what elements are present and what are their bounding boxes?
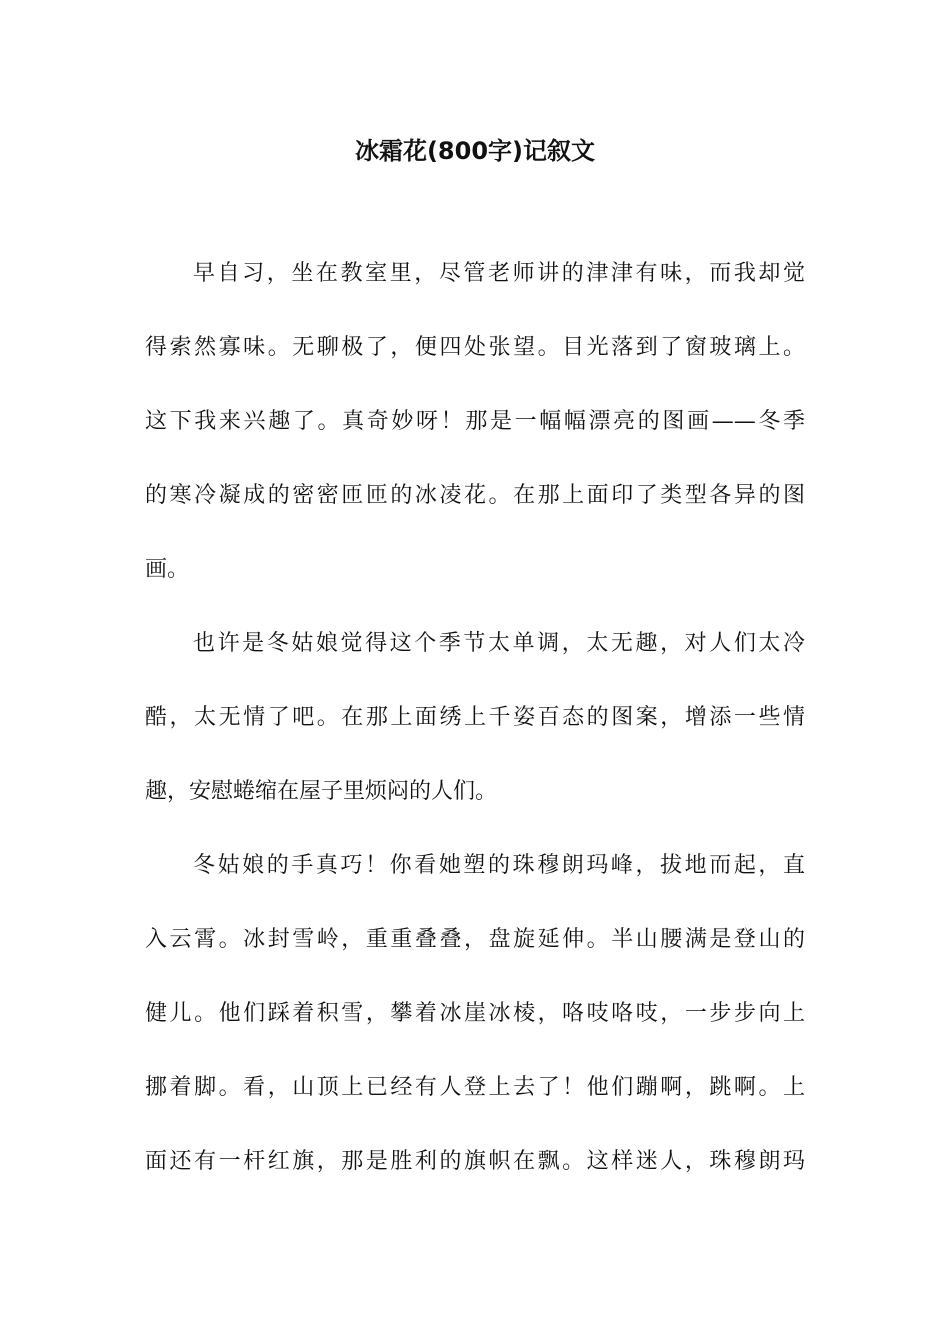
- text-line: 趣，安慰蜷缩在屋子里烦闷的人们。: [145, 779, 498, 804]
- text-line: 健儿。他们踩着积雪，攀着冰崖冰棱，咯吱咯吱，一步步向上: [145, 1001, 805, 1026]
- text-line: 冬姑娘的手真巧！你看她塑的珠穆朗玛峰，拔地而起，直: [193, 853, 805, 878]
- text-line: 酷，太无情了吧。在那上面绣上千姿百态的图案，增添一些情: [145, 705, 805, 730]
- text-line: 的寒冷凝成的密密匝匝的冰凌花。在那上面印了类型各异的图: [145, 483, 805, 508]
- paragraph-1: [145, 256, 805, 626]
- text-line: 面还有一杆红旗，那是胜利的旗帜在飘。这样迷人，珠穆朗玛: [145, 1149, 805, 1174]
- text-line: 挪着脚。看，山顶上已经有人登上去了！他们蹦啊，跳啊。上: [145, 1075, 805, 1100]
- text-line: 也许是冬姑娘觉得这个季节太单调，太无趣，对人们太冷: [193, 631, 805, 656]
- text-line: 早自习，坐在教室里，尽管老师讲的津津有味，而我却觉: [193, 261, 805, 286]
- document-title: 冰霜花(800字)记叙文: [354, 137, 596, 165]
- text-line: 得索然寡味。无聊极了，便四处张望。目光落到了窗玻璃上。: [145, 335, 805, 360]
- paragraph-2: [145, 626, 805, 848]
- document-body: [145, 256, 805, 1218]
- text-line: 入云霄。冰封雪岭，重重叠叠，盘旋延伸。半山腰满是登山的: [145, 927, 805, 952]
- paragraph-3: [145, 848, 805, 1218]
- text-line: 这下我来兴趣了。真奇妙呀！那是一幅幅漂亮的图画——冬季: [145, 409, 805, 434]
- text-line: 画。: [145, 557, 190, 582]
